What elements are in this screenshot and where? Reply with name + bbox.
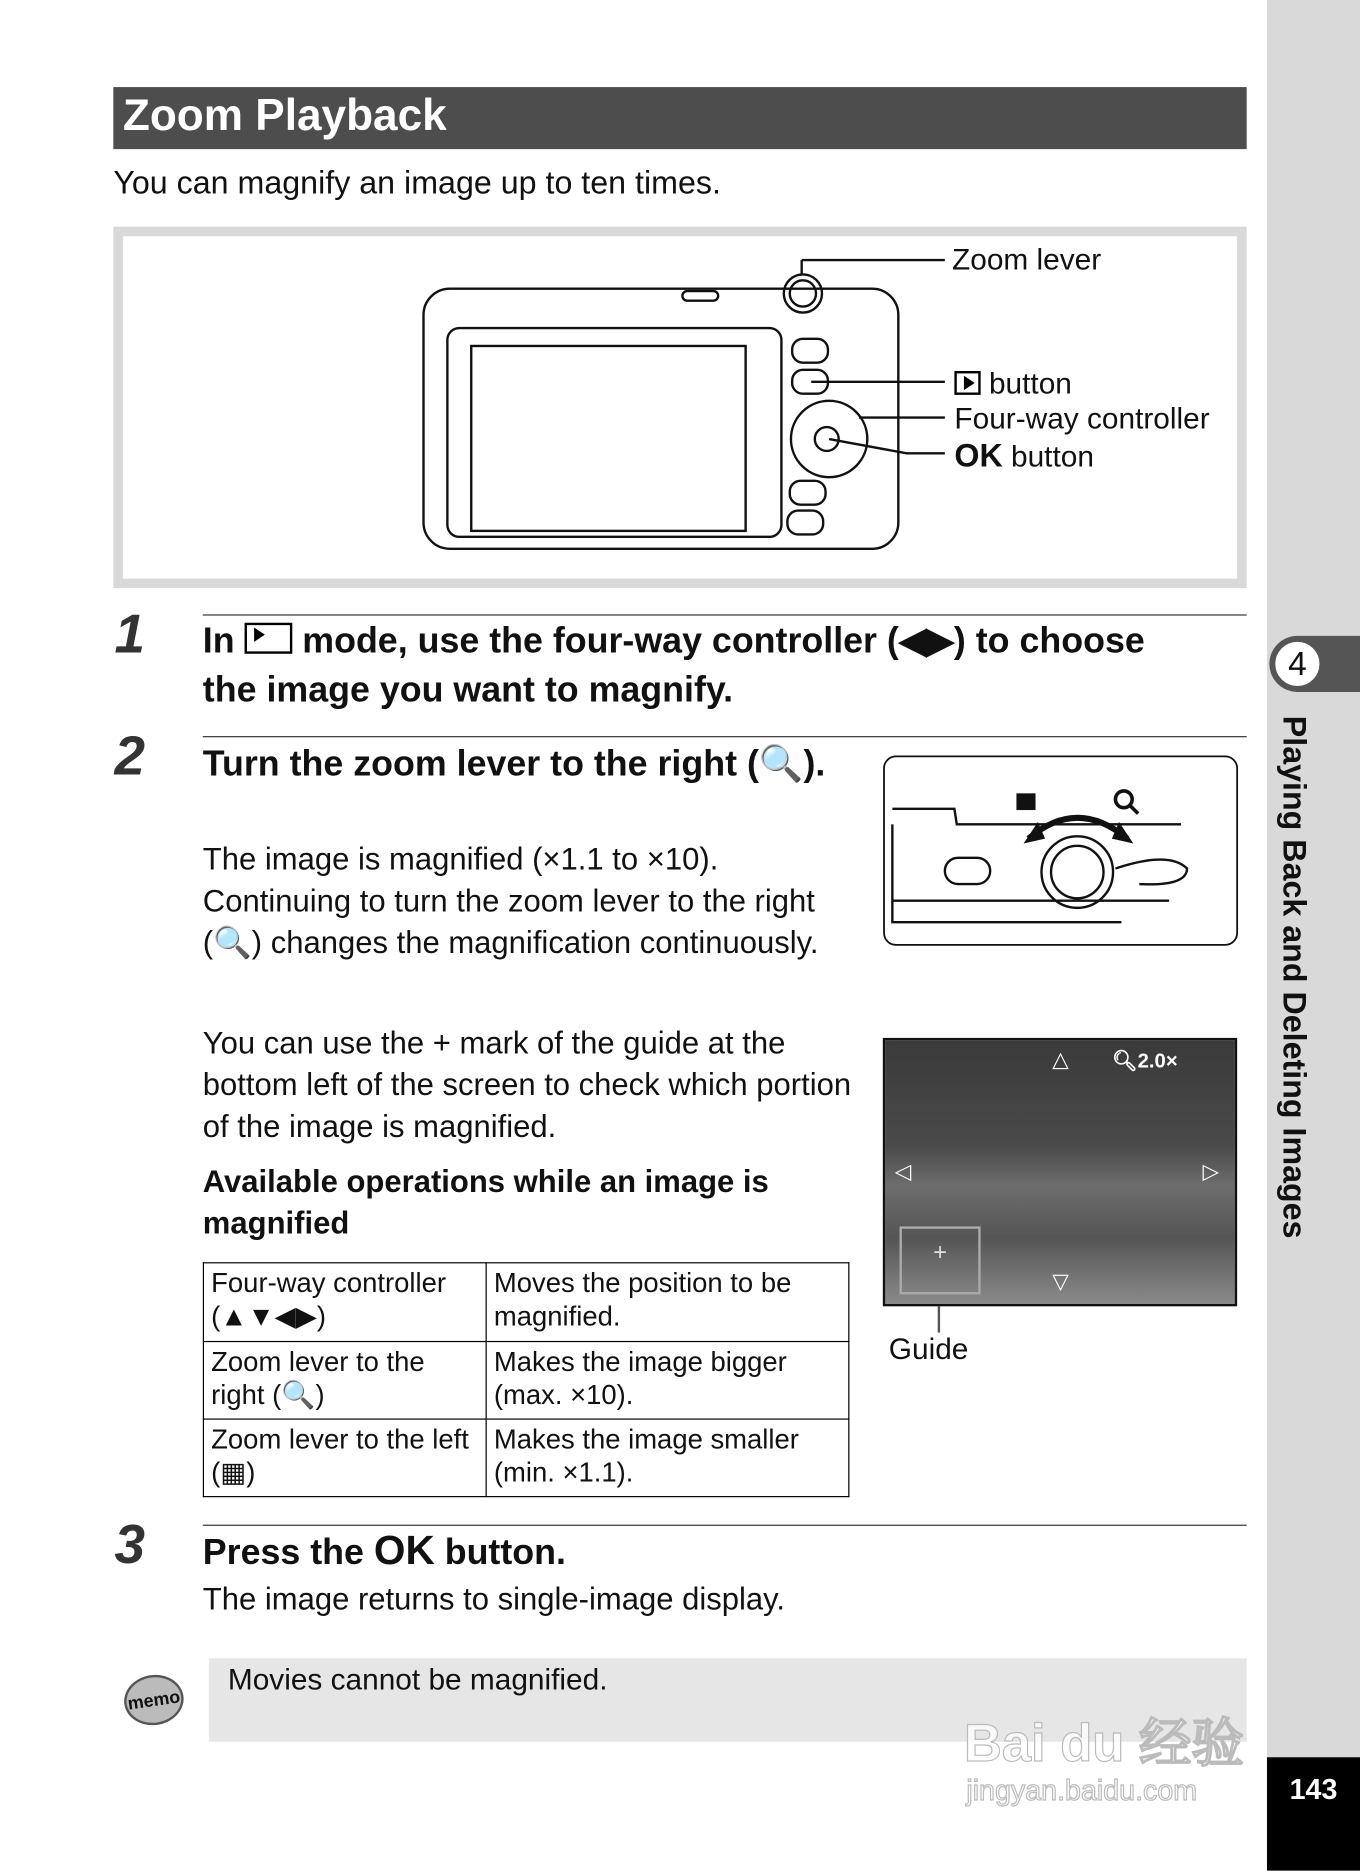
page-title: Zoom Playback [113, 87, 1246, 149]
guide-box: + [900, 1226, 981, 1294]
step-2-para2: You can use the + mark of the guide at the bottom left of the screen to check which portion of the image is magnified. [202, 1024, 852, 1145]
table-cell: Makes the image bigger (max. ×10). [486, 1342, 849, 1420]
zoom-lever-illustration [883, 755, 1239, 946]
step-divider [203, 736, 1247, 737]
up-arrow-icon: △ [1052, 1047, 1069, 1072]
step-divider [203, 614, 1247, 615]
step-1-text [203, 617, 1157, 715]
table-row [203, 1342, 848, 1420]
step-number: 2 [114, 724, 146, 787]
magnified-screen-image [883, 1038, 1237, 1306]
operations-table [203, 1262, 850, 1497]
table-cell: Zoom lever to the left (▦) [203, 1419, 486, 1497]
ok-button-text: button [1011, 440, 1094, 474]
step-number: 3 [114, 1512, 146, 1575]
step-3-title [203, 1527, 566, 1577]
table-cell: Zoom lever to the right (🔍) [203, 1342, 486, 1420]
zoom-lever-label: Zoom lever [952, 243, 1102, 277]
table-cell: Four-way controller (▲▼◀▶) [203, 1263, 486, 1342]
watermark: Bai du 经验 [963, 1714, 1244, 1773]
four-way-label: Four-way controller [954, 402, 1210, 436]
ok-mark: OK [373, 1528, 435, 1574]
watermark-url: jingyan.baidu.com [966, 1775, 1198, 1808]
step-number: 1 [114, 602, 146, 665]
down-arrow-icon: ▽ [1052, 1269, 1069, 1294]
play-button-text: button [988, 367, 1072, 401]
table-cell: Makes the image smaller (min. ×1.1). [486, 1419, 849, 1497]
zoom-indicator: 🔍︎2.0× [1111, 1049, 1178, 1073]
left-arrow-icon: ◁ [894, 1159, 912, 1184]
guide-leader-line [938, 1306, 940, 1332]
chapter-number: 4 [1273, 639, 1322, 688]
guide-label: Guide [888, 1332, 969, 1366]
table-row [203, 1263, 848, 1342]
playback-icon [245, 623, 293, 654]
step-divider [203, 1525, 1247, 1526]
wide-icon [1016, 793, 1035, 810]
step-3-text-a: Press the [202, 1533, 364, 1573]
step-2-title: Turn the zoom lever to the right (🔍). [202, 744, 826, 784]
table-row [203, 1419, 848, 1497]
chapter-title: Playing Back and Deleting Images [1276, 715, 1313, 1239]
chapter-tab [1269, 636, 1360, 692]
step-3-text-b: button. [444, 1533, 566, 1573]
ok-mark: OK [954, 437, 1003, 474]
step-1-text-b: mode, use the four-way controller (◀▶) to choose the image you want to magnify. [202, 621, 1145, 710]
intro-text: You can magnify an image up to ten times. [113, 164, 721, 201]
camera-figure [113, 227, 1246, 588]
play-button-label [954, 367, 1071, 402]
memo-box: Movies cannot be magnified. [209, 1658, 1247, 1742]
step-1-text-a: In [202, 621, 235, 661]
step-2-para1: The image is magnified (×1.1 to ×10). Continuing to turn the zoom lever to the right (🔍) changes the magnification continuously. [202, 841, 819, 961]
table-cell: Moves the position to be magnified. [486, 1263, 849, 1342]
playback-icon [954, 371, 980, 395]
ok-button-label [954, 438, 1094, 475]
right-arrow-icon: ▷ [1202, 1159, 1220, 1184]
operations-heading: Available operations while an image is magnified [202, 1163, 769, 1241]
step-3-para: The image returns to single-image display. [202, 1580, 785, 1617]
zoom-value: 2.0× [1137, 1049, 1178, 1073]
memo-icon: memo [121, 1671, 187, 1729]
page-number: 143 [1267, 1757, 1360, 1870]
